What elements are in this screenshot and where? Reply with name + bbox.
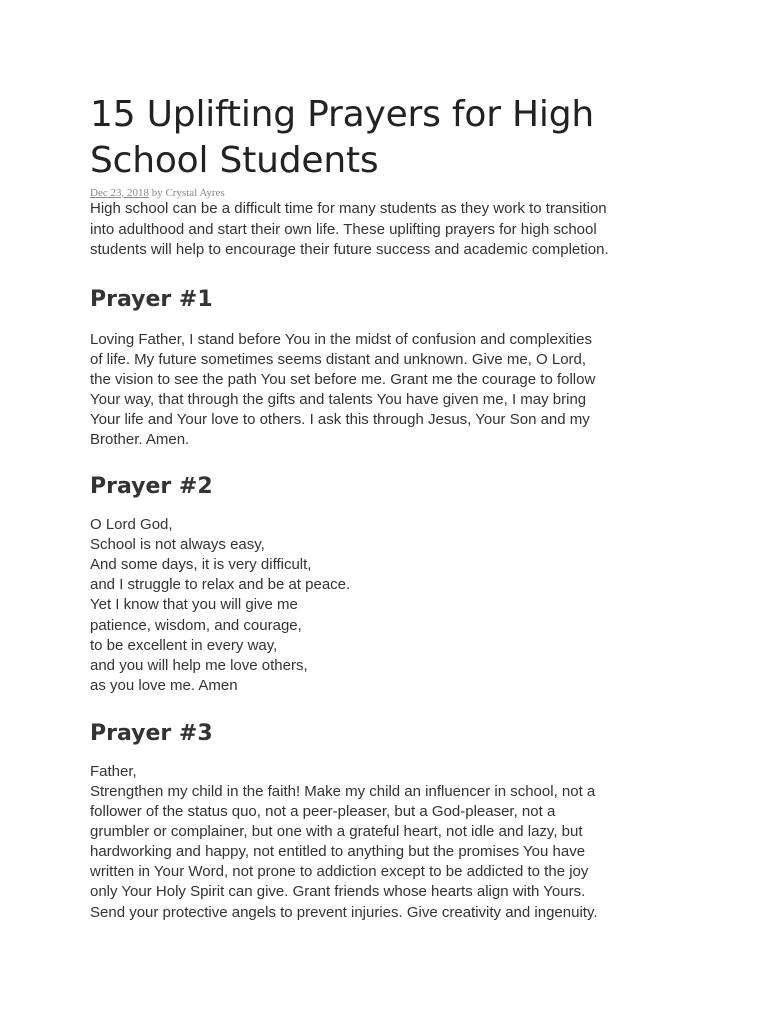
prayer-line: grumbler or complainer, but one with a grateful heart, not idle and lazy, but bbox=[90, 823, 583, 841]
prayer-1-heading: Prayer #1 bbox=[90, 286, 213, 312]
prayer-line: only Your Holy Spirit can give. Grant friends whose hearts align with Yours. bbox=[90, 883, 586, 901]
title-line: School Students bbox=[90, 140, 379, 181]
prayer-line: patience, wisdom, and courage, bbox=[90, 616, 302, 634]
page-title bbox=[90, 92, 690, 184]
byline-by: by bbox=[151, 187, 163, 199]
intro-line: High school can be a difficult time for many students as they work to transition bbox=[90, 200, 607, 217]
post-date-link[interactable]: Dec 23, 2018 bbox=[90, 187, 149, 199]
prayer-line: Your way, that through the gifts and talents You have given me, I may bring bbox=[90, 390, 587, 408]
prayer-line: School is not always easy, bbox=[90, 536, 265, 554]
prayer-line: Yet I know that you will give me bbox=[90, 596, 298, 614]
prayer-2-text bbox=[90, 515, 690, 696]
prayer-line: And some days, it is very difficult, bbox=[90, 556, 312, 574]
prayer-line: Strengthen my child in the faith! Make my child an influencer in school, not a bbox=[90, 783, 596, 800]
prayer-line: Father, bbox=[90, 762, 137, 780]
intro-paragraph bbox=[90, 199, 690, 261]
article-meta bbox=[90, 187, 690, 199]
prayer-line: O Lord God, bbox=[90, 516, 173, 534]
prayer-line: Your life and Your love to others. I ask this through Jesus, Your Son and my bbox=[90, 410, 590, 428]
intro-line: into adulthood and start their own life. These uplifting prayers for high school bbox=[90, 220, 597, 238]
prayer-line: follower of the status quo, not a peer-pleaser, but a God-pleaser, not a bbox=[90, 803, 556, 821]
prayer-line: Loving Father, I stand before You in the midst of confusion and complexities bbox=[90, 330, 592, 348]
prayer-line: Send your protective angels to prevent injuries. Give creativity and ingenuity. bbox=[90, 903, 598, 921]
prayer-line: as you love me. Amen bbox=[90, 676, 238, 694]
prayer-line: to be excellent in every way, bbox=[90, 636, 278, 654]
prayer-line: and I struggle to relax and be at peace. bbox=[90, 576, 351, 594]
prayer-3-heading: Prayer #3 bbox=[90, 720, 213, 746]
prayer-line: the vision to see the path You set before me. Grant me the courage to follow bbox=[90, 370, 596, 388]
prayer-line: of life. My future sometimes seems distant and unknown. Give me, O Lord, bbox=[90, 350, 587, 368]
prayer-line: written in Your Word, not prone to addiction except to be addicted to the joy bbox=[90, 863, 589, 881]
prayer-1-text bbox=[90, 330, 690, 451]
author-name: Crystal Ayres bbox=[165, 187, 225, 199]
prayer-line: and you will help me love others, bbox=[90, 656, 308, 674]
intro-line: students will help to encourage their future success and academic completion. bbox=[90, 241, 609, 258]
article bbox=[90, 92, 690, 923]
prayer-line: hardworking and happy, not entitled to anything but the promises You have bbox=[90, 843, 586, 861]
prayer-line: Brother. Amen. bbox=[90, 430, 190, 448]
prayer-2-heading: Prayer #2 bbox=[90, 474, 213, 500]
title-line: 15 Uplifting Prayers for High bbox=[90, 94, 595, 135]
prayer-3-text bbox=[90, 762, 690, 923]
